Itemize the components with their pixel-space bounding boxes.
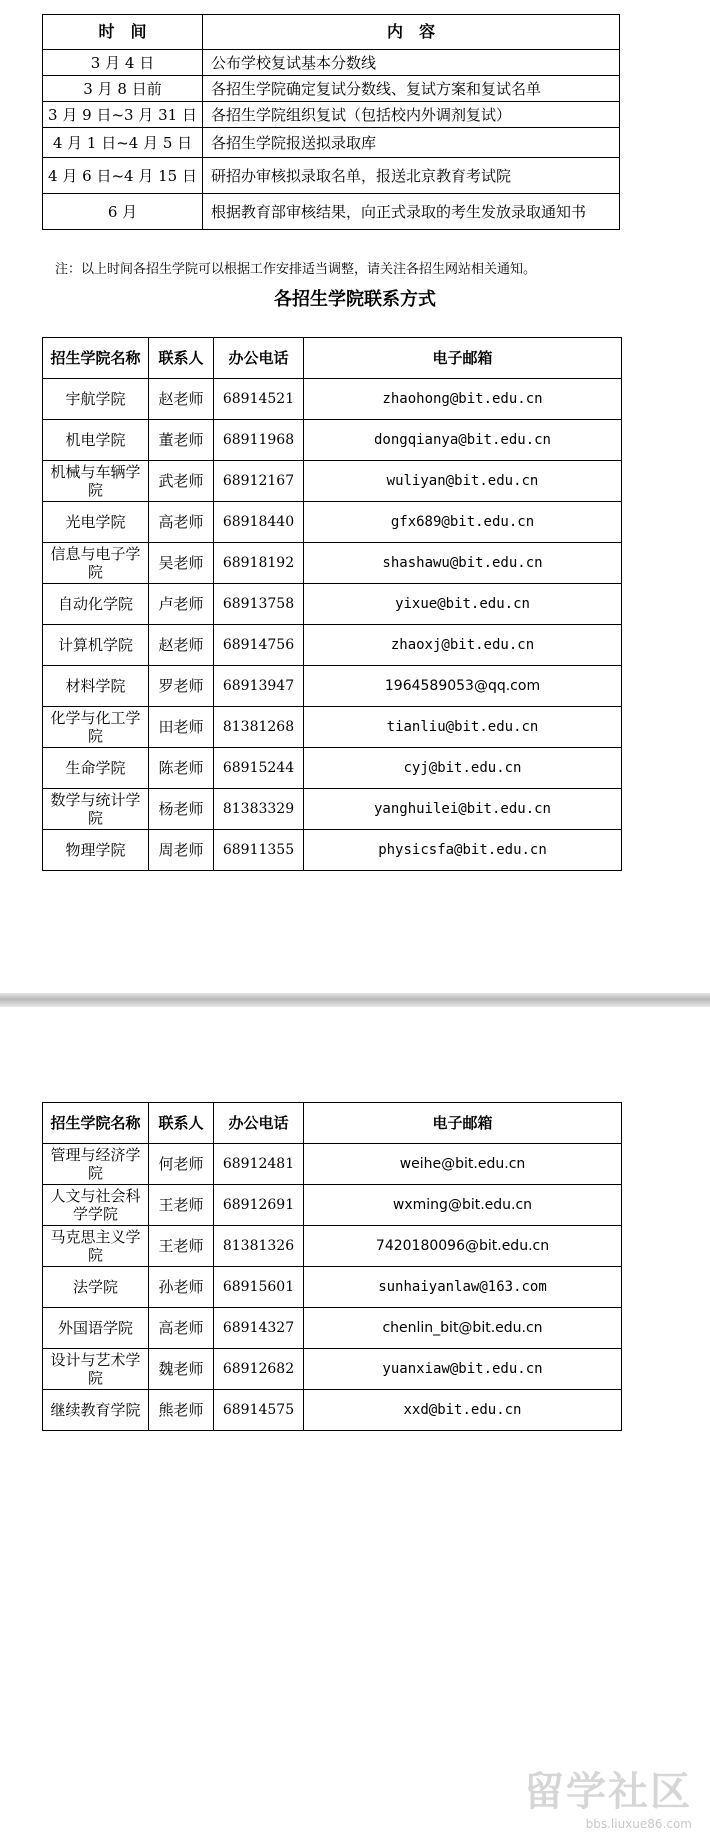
schedule-row (43, 76, 620, 102)
contact-row (43, 1185, 622, 1226)
schedule-header-content: 内 容 (203, 15, 620, 50)
phone-cell: 68912691 (214, 1185, 304, 1226)
contact-row (43, 707, 622, 748)
phone-cell: 68914575 (214, 1390, 304, 1431)
email-cell: weihe@bit.edu.cn (304, 1144, 622, 1185)
contact-row (43, 830, 622, 871)
page-break-divider (0, 993, 710, 1007)
college-name-cell: 外国语学院 (43, 1308, 149, 1349)
schedule-time-cell: 4 月 6 日~4 月 15 日 (43, 158, 203, 194)
contacts-table-page2 (42, 1102, 622, 1431)
contact-row (43, 1390, 622, 1431)
email-cell: zhaohong@bit.edu.cn (304, 379, 622, 420)
college-name-cell: 光电学院 (43, 502, 149, 543)
email-cell: gfx689@bit.edu.cn (304, 502, 622, 543)
contact-row (43, 502, 622, 543)
contact-row (43, 584, 622, 625)
email-cell: physicsfa@bit.edu.cn (304, 830, 622, 871)
schedule-row (43, 128, 620, 158)
schedule-content-cell: 根据教育部审核结果，向正式录取的考生发放录取通知书 (203, 194, 620, 230)
college-name-cell: 人文与社会科学学院 (43, 1185, 149, 1226)
header-college: 招生学院名称 (43, 338, 149, 379)
college-name-cell: 计算机学院 (43, 625, 149, 666)
contact-person-cell: 董老师 (149, 420, 214, 461)
contact-person-cell: 魏老师 (149, 1349, 214, 1390)
contact-row (43, 420, 622, 461)
email-cell: zhaoxj@bit.edu.cn (304, 625, 622, 666)
college-name-cell: 生命学院 (43, 748, 149, 789)
college-name-cell: 数学与统计学院 (43, 789, 149, 830)
college-name-cell: 化学与化工学院 (43, 707, 149, 748)
contact-person-cell: 王老师 (149, 1226, 214, 1267)
email-cell: yanghuilei@bit.edu.cn (304, 789, 622, 830)
contact-row (43, 379, 622, 420)
contact-person-cell: 赵老师 (149, 379, 214, 420)
phone-cell: 68914756 (214, 625, 304, 666)
phone-cell: 81383329 (214, 789, 304, 830)
email-cell: shashawu@bit.edu.cn (304, 543, 622, 584)
watermark-url: bbs.liuxue86.com (585, 1817, 692, 1831)
contact-row (43, 666, 622, 707)
schedule-header-row (43, 15, 620, 50)
contact-row (43, 1308, 622, 1349)
schedule-content-cell: 研招办审核拟录取名单，报送北京教育考试院 (203, 158, 620, 194)
contact-row (43, 1267, 622, 1308)
college-name-cell: 法学院 (43, 1267, 149, 1308)
email-cell: wuliyan@bit.edu.cn (304, 461, 622, 502)
phone-cell: 81381326 (214, 1226, 304, 1267)
phone-cell: 68912481 (214, 1144, 304, 1185)
phone-cell: 68914521 (214, 379, 304, 420)
schedule-content-cell: 各招生学院确定复试分数线、复试方案和复试名单 (203, 76, 620, 102)
contact-person-cell: 高老师 (149, 1308, 214, 1349)
schedule-row (43, 158, 620, 194)
email-cell: 7420180096@bit.edu.cn (304, 1226, 622, 1267)
contact-person-cell: 田老师 (149, 707, 214, 748)
schedule-row (43, 102, 620, 128)
phone-cell: 68913758 (214, 584, 304, 625)
header-email: 电子邮箱 (304, 338, 622, 379)
contact-person-cell: 孙老师 (149, 1267, 214, 1308)
contact-person-cell: 王老师 (149, 1185, 214, 1226)
contact-person-cell: 卢老师 (149, 584, 214, 625)
college-name-cell: 材料学院 (43, 666, 149, 707)
schedule-content-cell: 公布学校复试基本分数线 (203, 50, 620, 76)
phone-cell: 68913947 (214, 666, 304, 707)
college-name-cell: 管理与经济学院 (43, 1144, 149, 1185)
schedule-time-cell: 3 月 8 日前 (43, 76, 203, 102)
phone-cell: 68915601 (214, 1267, 304, 1308)
watermark-main: 留学社区 (524, 1769, 692, 1815)
phone-cell: 68911968 (214, 420, 304, 461)
header-phone: 办公电话 (214, 1103, 304, 1144)
schedule-row (43, 50, 620, 76)
email-cell: 1964589053@qq.com (304, 666, 622, 707)
watermark-logo (524, 1760, 692, 1831)
phone-cell: 68918192 (214, 543, 304, 584)
contact-row (43, 748, 622, 789)
phone-cell: 68911355 (214, 830, 304, 871)
email-cell: chenlin_bit@bit.edu.cn (304, 1308, 622, 1349)
schedule-time-cell: 6 月 (43, 194, 203, 230)
college-name-cell: 马克思主义学院 (43, 1226, 149, 1267)
contact-row (43, 1144, 622, 1185)
contact-person-cell: 吴老师 (149, 543, 214, 584)
college-name-cell: 机电学院 (43, 420, 149, 461)
header-contact: 联系人 (149, 1103, 214, 1144)
schedule-time-cell: 3 月 4 日 (43, 50, 203, 76)
contact-row (43, 461, 622, 502)
schedule-table (42, 14, 620, 230)
college-name-cell: 机械与车辆学院 (43, 461, 149, 502)
college-name-cell: 自动化学院 (43, 584, 149, 625)
contact-person-cell: 陈老师 (149, 748, 214, 789)
schedule-time-cell: 4 月 1 日~4 月 5 日 (43, 128, 203, 158)
college-name-cell: 继续教育学院 (43, 1390, 149, 1431)
contact-person-cell: 杨老师 (149, 789, 214, 830)
schedule-time-cell: 3 月 9 日~3 月 31 日 (43, 102, 203, 128)
phone-cell: 81381268 (214, 707, 304, 748)
contact-row (43, 1349, 622, 1390)
header-contact: 联系人 (149, 338, 214, 379)
contact-person-cell: 赵老师 (149, 625, 214, 666)
contact-person-cell: 武老师 (149, 461, 214, 502)
contacts-header-row (43, 338, 622, 379)
contacts-header-row (43, 1103, 622, 1144)
header-phone: 办公电话 (214, 338, 304, 379)
phone-cell: 68918440 (214, 502, 304, 543)
college-name-cell: 信息与电子学院 (43, 543, 149, 584)
college-name-cell: 宇航学院 (43, 379, 149, 420)
schedule-row (43, 194, 620, 230)
contact-person-cell: 熊老师 (149, 1390, 214, 1431)
contact-person-cell: 高老师 (149, 502, 214, 543)
contact-row (43, 543, 622, 584)
phone-cell: 68912167 (214, 461, 304, 502)
contacts-table-page1 (42, 337, 622, 871)
contacts-title: 各招生学院联系方式 (274, 289, 436, 310)
schedule-header-time: 时 间 (43, 15, 203, 50)
email-cell: wxming@bit.edu.cn (304, 1185, 622, 1226)
email-cell: yuanxiaw@bit.edu.cn (304, 1349, 622, 1390)
contact-person-cell: 何老师 (149, 1144, 214, 1185)
email-cell: sunhaiyanlaw@163.com (304, 1267, 622, 1308)
email-cell: yixue@bit.edu.cn (304, 584, 622, 625)
phone-cell: 68912682 (214, 1349, 304, 1390)
email-cell: xxd@bit.edu.cn (304, 1390, 622, 1431)
header-email: 电子邮箱 (304, 1103, 622, 1144)
contact-person-cell: 罗老师 (149, 666, 214, 707)
contact-row (43, 625, 622, 666)
schedule-content-cell: 各招生学院报送拟录取库 (203, 128, 620, 158)
phone-cell: 68915244 (214, 748, 304, 789)
schedule-note: 注：以上时间各招生学院可以根据工作安排适当调整，请关注各招生网站相关通知。 (55, 262, 537, 277)
contact-row (43, 1226, 622, 1267)
email-cell: dongqianya@bit.edu.cn (304, 420, 622, 461)
schedule-content-cell: 各招生学院组织复试（包括校内外调剂复试） (203, 102, 620, 128)
email-cell: cyj@bit.edu.cn (304, 748, 622, 789)
college-name-cell: 物理学院 (43, 830, 149, 871)
header-college: 招生学院名称 (43, 1103, 149, 1144)
contact-row (43, 789, 622, 830)
contact-person-cell: 周老师 (149, 830, 214, 871)
college-name-cell: 设计与艺术学院 (43, 1349, 149, 1390)
email-cell: tianliu@bit.edu.cn (304, 707, 622, 748)
phone-cell: 68914327 (214, 1308, 304, 1349)
